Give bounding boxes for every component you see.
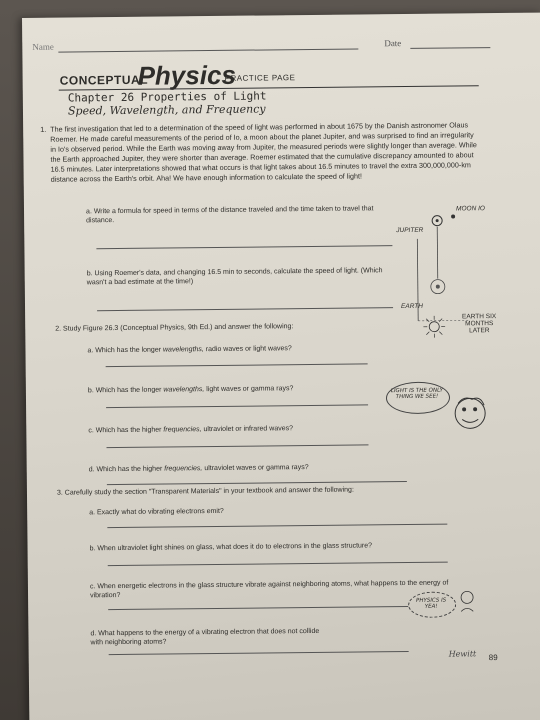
answer-line-2b — [106, 404, 368, 408]
question-2d: d. Which has the higher frequencies, ultraviolet waves or gamma rays? — [88, 464, 309, 474]
question-2a: a. Which has the longer wavelengths, radio waves or light waves? — [87, 345, 292, 355]
question-1 — [40, 120, 481, 185]
question-2c: c. Which has the higher frequencies, ultraviolet or infrared waves? — [88, 425, 294, 435]
jupiter-label: JUPITER — [396, 226, 424, 235]
author-signature: Hewitt — [448, 649, 477, 659]
logo-conceptual: CONCEPTUAL — [59, 72, 149, 88]
question-2b: b. Which has the longer wavelengths, light waves or gamma rays? — [87, 385, 294, 395]
date-label: Date — [384, 38, 402, 49]
light-ray-center — [437, 227, 438, 279]
answer-line-2c — [106, 444, 368, 448]
physics-stamp-text: PHYSICS IS YEA! — [415, 597, 447, 610]
answer-line-1b — [97, 307, 393, 311]
question-1-text: The first investigation that led to a determination of the speed of light was performed in about 1675 by the Danish astronomer Olaus Roemer. He made careful measurements of the period of Io, a moon about the planet Jupiter, and was surprised to find an irregularity in Io's observed period. While the Earth was moving away from Jupiter, the measured periods were slightly longer than average. While the Earth approached Jupiter, they were shorter than average. Roemer estimated that the cumulative discrepancy amounted to about 16.5 minutes. Later interpretations showed that what occurs is that light takes about 16.5 minutes to travel the extra 300,000,000-km distance across the Earth's orbit. Aha! We have enough information to calculate the speed of light! — [50, 120, 477, 184]
name-label: Name — [32, 41, 54, 52]
name-line — [58, 48, 358, 52]
question-3-intro: 3. Carefully study the section "Transparent Materials" in your textbook and answer the following: — [56, 486, 354, 497]
chapter-subtitle: Speed, Wavelength, and Frequency — [67, 102, 266, 118]
earth-label: EARTH — [401, 302, 423, 311]
question-1-number: 1. — [40, 124, 47, 134]
answer-line-3b — [108, 562, 448, 567]
cartoon-figure-icon — [452, 587, 482, 617]
sun-icon — [423, 316, 445, 338]
answer-line-3c — [108, 606, 408, 610]
earth-six-months-later-label: EARTH SIX MONTHS LATER — [462, 313, 497, 335]
moon-io-label: MOON IO — [455, 205, 485, 213]
question-1a: a. Write a formula for speed in terms of the distance traveled and the time taken to travel that distance. — [85, 205, 374, 225]
answer-line-3d — [109, 651, 409, 655]
question-1b: b. Using Roemer's data, and changing 16.5 min to seconds, calculate the speed of light. (Which wasn't a bad estimate at the time!) — [86, 267, 383, 287]
practice-page-label: PRACTICE PAGE — [224, 73, 296, 83]
moon-io-shape — [451, 214, 455, 218]
answer-line-2a — [106, 363, 368, 367]
question-3a: a. Exactly what do vibrating electrons emit? — [89, 507, 224, 517]
question-3d: d. What happens to the energy of a vibrating electron that does not collide with neighboring atoms? — [90, 627, 320, 647]
cartoon-face-icon — [450, 393, 490, 433]
question-2-intro: 2. Study Figure 26.3 (Conceptual Physics, 9th Ed.) and answer the following: — [55, 323, 294, 333]
logo-physics: Physics — [137, 59, 237, 91]
jupiter-center — [436, 219, 439, 222]
question-3c: c. When energetic electrons in the glass structure vibrate against neighboring atoms, what happens to the energy of vibration? — [89, 579, 449, 600]
page-number: 89 — [488, 653, 498, 663]
chapter-title: Chapter 26 Properties of Light — [67, 89, 267, 105]
date-line — [410, 47, 490, 49]
sun-shape — [436, 285, 440, 289]
answer-line-1a — [96, 245, 392, 249]
worksheet-page — [22, 13, 540, 720]
question-3b: b. When ultraviolet light shines on glass, what does it do to electrons in the glass structure? — [89, 542, 373, 553]
answer-line-2d — [107, 481, 407, 485]
answer-line-3a — [107, 524, 447, 529]
speech-bubble-text: LIGHT IS THE ONLY THING WE SEE! — [390, 387, 444, 401]
